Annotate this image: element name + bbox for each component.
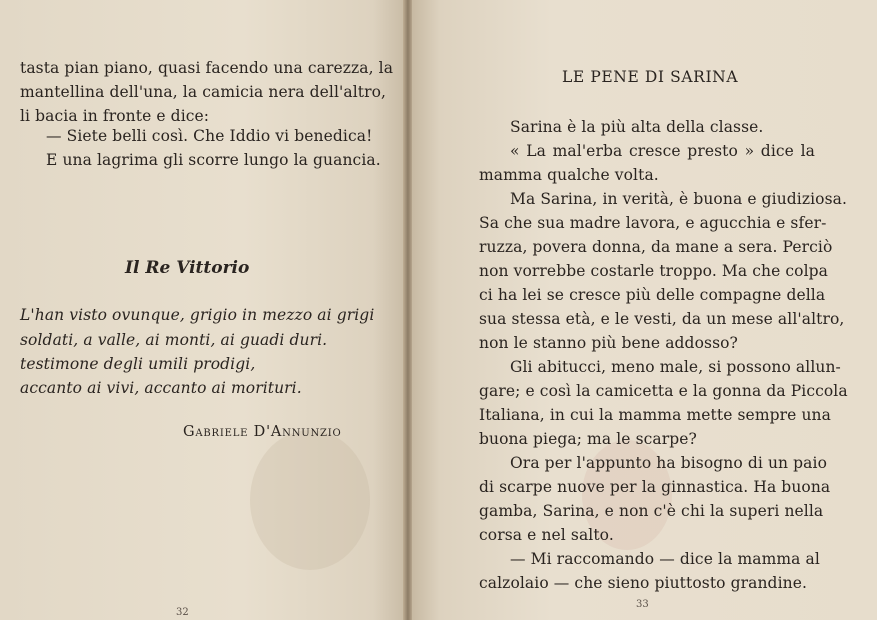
text-line: Gli abitucci, meno male, si possono allun- <box>510 358 841 376</box>
poem-line: testimone degli umili prodigi, <box>20 355 256 373</box>
text-line: Sarina è la più alta della classe. <box>510 118 764 136</box>
text-line: sua stessa età, e le vesti, da un mese all'altro, <box>479 310 845 328</box>
text-line: Ora per l'appunto ha bisogno di un paio <box>510 454 828 472</box>
text-line: « La mal'erba cresce presto » dice la <box>510 142 815 160</box>
poem-line: L'han visto ovunque, grigio in mezzo ai grigi <box>20 306 375 324</box>
text-line: li bacia in fronte e dice: <box>20 107 210 125</box>
text-line: mantellina dell'una, la camicia nera dell'altro, <box>20 83 387 101</box>
text-line: Sa che sua madre lavora, e agucchia e sfer- <box>479 214 827 232</box>
text-line: ruzza, povera donna, da mane a sera. Perciò <box>479 238 833 256</box>
text-line: ci ha lei se cresce più delle compagne della <box>479 286 826 304</box>
page-number: 33 <box>636 599 649 610</box>
text-line: Italiana, in cui la mamma mette sempre una <box>479 406 831 424</box>
text-line: — Mi raccomando — dice la mamma al <box>510 550 820 568</box>
text-line: E una lagrima gli scorre lungo la guancia. <box>46 151 381 169</box>
poem-line: soldati, a valle, ai monti, ai guadi duri. <box>20 331 328 349</box>
text-line: tasta pian piano, quasi facendo una carezza, la <box>20 59 394 77</box>
poem-line: accanto ai vivi, accanto ai morituri. <box>20 379 302 397</box>
poem-title: Il Re Vittorio <box>125 258 250 278</box>
poem-author: Gabriele D'Annunzio <box>183 424 342 440</box>
text-line: corsa e nel salto. <box>479 526 614 544</box>
text-line: Ma Sarina, in verità, è buona e giudiziosa. <box>510 190 848 208</box>
paper-stain <box>250 430 370 570</box>
text-line: gamba, Sarina, e non c'è chi la superi nella <box>479 502 824 520</box>
text-line: buona piega; ma le scarpe? <box>479 430 697 448</box>
text-line: gare; e così la camicetta e la gonna da Piccola <box>479 382 848 400</box>
text-line: mamma qualche volta. <box>479 166 659 184</box>
text-line: calzolaio — che sieno piuttosto grandine. <box>479 574 808 592</box>
text-line: di scarpe nuove per la ginnastica. Ha buona <box>479 478 831 496</box>
text-line: non le stanno più bene addosso? <box>479 334 738 352</box>
chapter-title: LE PENE DI SARINA <box>562 68 739 86</box>
left-page <box>0 0 405 620</box>
text-line: non vorrebbe costarle troppo. Ma che colpa <box>479 262 829 280</box>
page-number: 32 <box>176 607 189 618</box>
text-line: — Siete belli così. Che Iddio vi benedica! <box>46 127 373 145</box>
